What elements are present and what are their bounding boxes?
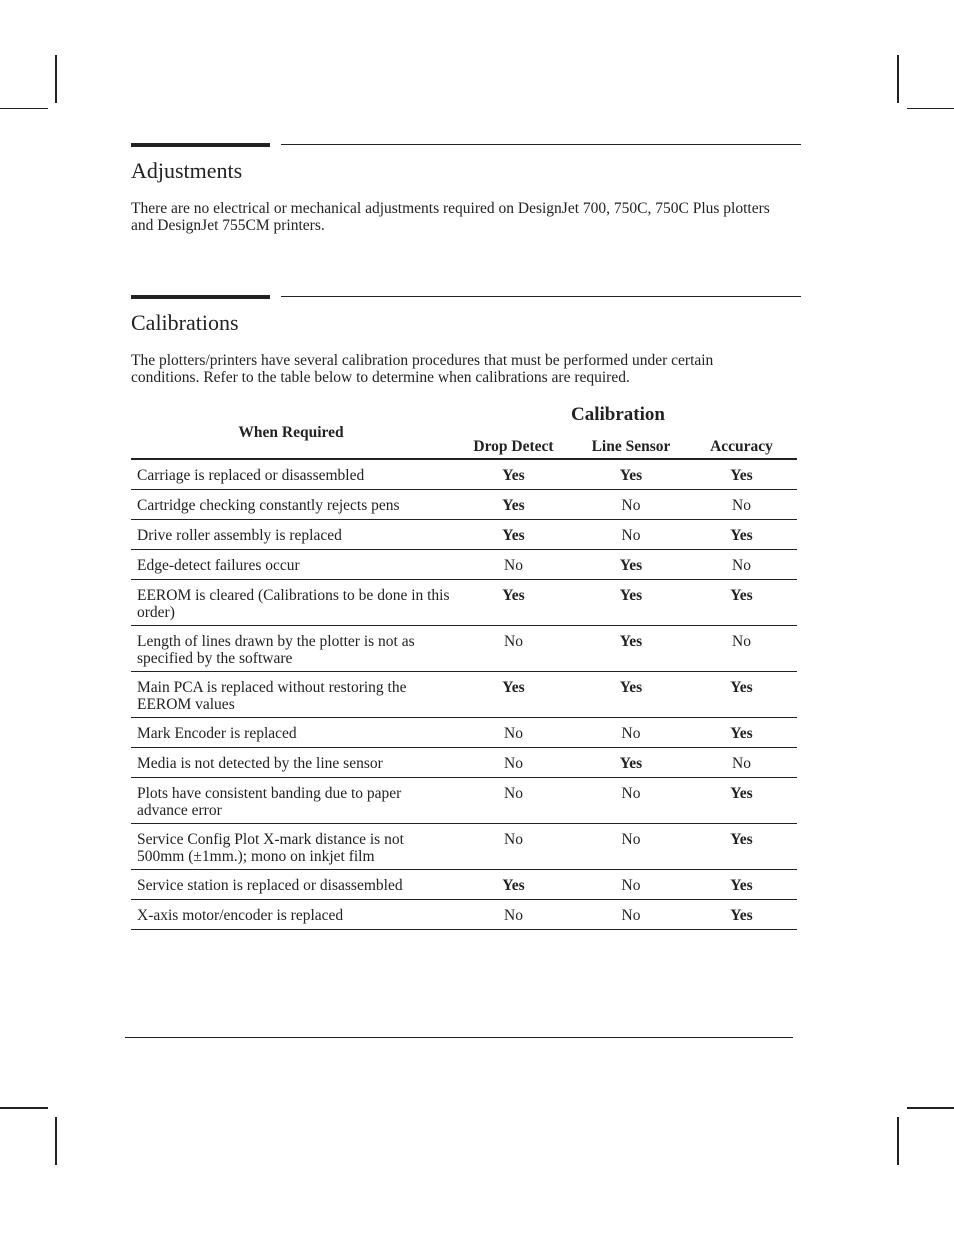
line-sensor-cell: No	[576, 778, 686, 824]
crop-mark-top-left-v	[55, 55, 57, 103]
drop-detect-cell: No	[451, 626, 576, 672]
line-sensor-cell: Yes	[576, 672, 686, 718]
condition-cell: Edge-detect failures occur	[131, 550, 451, 580]
line-sensor-cell: Yes	[576, 626, 686, 672]
condition-cell: X-axis motor/encoder is replaced	[131, 900, 451, 930]
calibrations-paragraph: The plotters/printers have several calibration procedures that must be performed under certain conditions. Refer to the table below to determine when calibrations are required.	[131, 352, 714, 386]
calibration-group-header: Calibration	[571, 404, 665, 425]
table-row	[131, 490, 797, 520]
drop-detect-cell: No	[451, 778, 576, 824]
drop-detect-cell: No	[451, 718, 576, 748]
section-rule-thin	[281, 296, 801, 297]
accuracy-cell: Yes	[686, 459, 797, 490]
line-sensor-cell: Yes	[576, 580, 686, 626]
drop-detect-cell: Yes	[451, 520, 576, 550]
drop-detect-cell: Yes	[451, 870, 576, 900]
line-sensor-cell: Yes	[576, 550, 686, 580]
table-row	[131, 520, 797, 550]
line-sensor-cell: No	[576, 870, 686, 900]
condition-cell: Cartridge checking constantly rejects pens	[131, 490, 451, 520]
drop-detect-cell: No	[451, 824, 576, 870]
accuracy-cell: No	[686, 626, 797, 672]
crop-mark-top-left-h	[0, 108, 48, 109]
line-sensor-cell: Yes	[576, 459, 686, 490]
line-sensor-cell: Yes	[576, 748, 686, 778]
accuracy-cell: No	[686, 550, 797, 580]
condition-cell: Service Config Plot X-mark distance is not 500mm (±1mm.); mono on inkjet film	[131, 824, 451, 870]
drop-detect-cell: No	[451, 900, 576, 930]
crop-mark-bottom-right-h	[907, 1107, 954, 1109]
crop-mark-bottom-left-h	[0, 1107, 48, 1109]
drop-detect-cell: Yes	[451, 672, 576, 718]
table-row	[131, 459, 797, 490]
accuracy-cell: Yes	[686, 824, 797, 870]
line-sensor-cell: No	[576, 520, 686, 550]
table-row	[131, 870, 797, 900]
table-row	[131, 718, 797, 748]
footer-rule	[125, 1037, 793, 1038]
header-line-sensor: Line Sensor	[576, 420, 686, 459]
condition-cell: Carriage is replaced or disassembled	[131, 459, 451, 490]
drop-detect-cell: No	[451, 550, 576, 580]
table-row	[131, 778, 797, 824]
accuracy-cell: Yes	[686, 672, 797, 718]
section-title-calibrations: Calibrations	[131, 310, 239, 335]
adjustments-paragraph: There are no electrical or mechanical adjustments required on DesignJet 700, 750C, 750C Plus plotters and DesignJet 755CM printers.	[131, 200, 770, 234]
table-row	[131, 824, 797, 870]
crop-mark-bottom-right-v	[897, 1117, 899, 1165]
line-sensor-cell: No	[576, 490, 686, 520]
drop-detect-cell: No	[451, 748, 576, 778]
table-row	[131, 672, 797, 718]
table-row	[131, 900, 797, 930]
drop-detect-cell: Yes	[451, 459, 576, 490]
drop-detect-cell: Yes	[451, 580, 576, 626]
table-row	[131, 748, 797, 778]
condition-cell: EEROM is cleared (Calibrations to be done in this order)	[131, 580, 451, 626]
accuracy-cell: No	[686, 748, 797, 778]
table-row	[131, 626, 797, 672]
accuracy-cell: Yes	[686, 718, 797, 748]
accuracy-cell: Yes	[686, 520, 797, 550]
section-rule-thick	[131, 143, 270, 147]
drop-detect-cell: Yes	[451, 490, 576, 520]
accuracy-cell: Yes	[686, 580, 797, 626]
condition-cell: Media is not detected by the line sensor	[131, 748, 451, 778]
accuracy-cell: Yes	[686, 778, 797, 824]
table-body	[131, 459, 797, 930]
condition-cell: Drive roller assembly is replaced	[131, 520, 451, 550]
condition-cell: Plots have consistent banding due to paper advance error	[131, 778, 451, 824]
line-sensor-cell: No	[576, 900, 686, 930]
line-sensor-cell: No	[576, 824, 686, 870]
crop-mark-top-right-v	[897, 55, 899, 103]
condition-cell: Length of lines drawn by the plotter is not as specified by the software	[131, 626, 451, 672]
section-rule-thin	[281, 144, 801, 145]
header-accuracy: Accuracy	[686, 420, 797, 459]
condition-cell: Mark Encoder is replaced	[131, 718, 451, 748]
header-when-required: When Required	[131, 420, 451, 459]
accuracy-cell: Yes	[686, 900, 797, 930]
table-row	[131, 550, 797, 580]
crop-mark-top-right-h	[907, 108, 954, 109]
condition-cell: Main PCA is replaced without restoring the EEROM values	[131, 672, 451, 718]
line-sensor-cell: No	[576, 718, 686, 748]
section-rule-thick	[131, 295, 270, 299]
table-header-row	[131, 420, 797, 459]
section-title-adjustments: Adjustments	[131, 158, 243, 183]
table-row	[131, 580, 797, 626]
calibration-table	[131, 420, 797, 930]
crop-mark-bottom-left-v	[55, 1117, 57, 1165]
condition-cell: Service station is replaced or disassembled	[131, 870, 451, 900]
accuracy-cell: Yes	[686, 870, 797, 900]
header-drop-detect: Drop Detect	[451, 420, 576, 459]
accuracy-cell: No	[686, 490, 797, 520]
